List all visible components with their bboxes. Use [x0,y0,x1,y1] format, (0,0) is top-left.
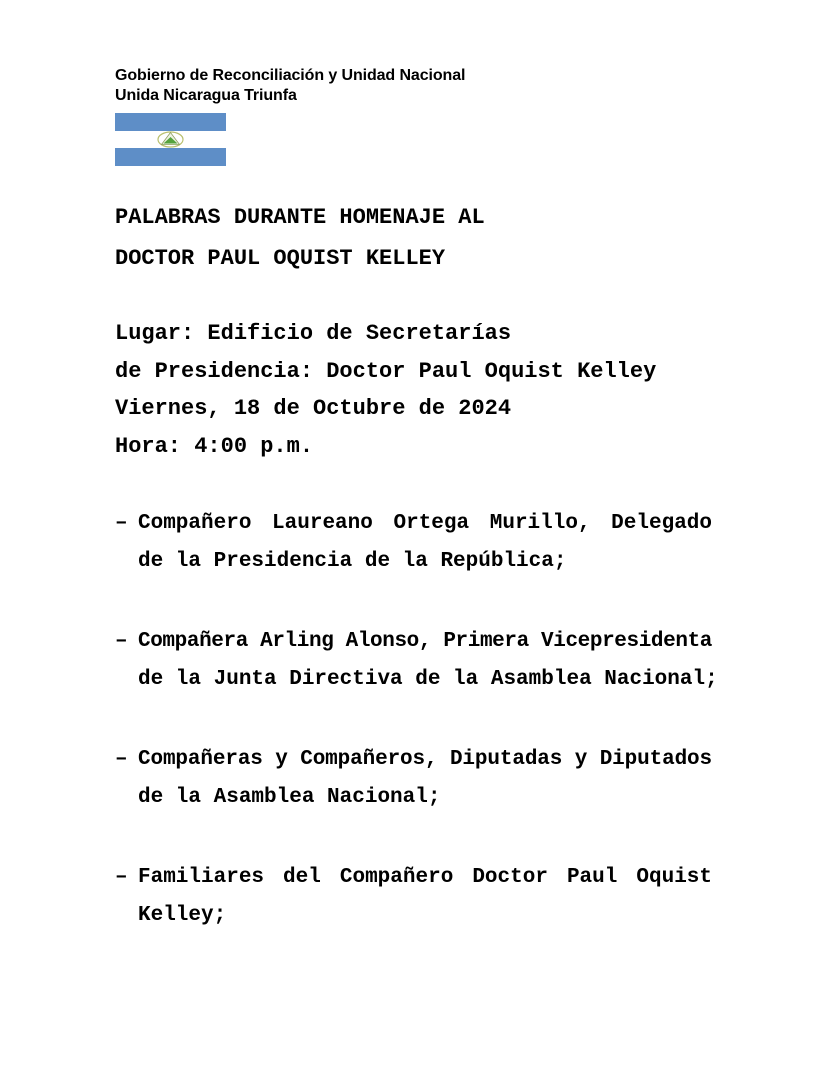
attendee-item [115,623,718,699]
org-slogan: Unida Nicaragua Triunfa [115,87,297,104]
attendee-text [138,859,712,935]
flag-stripe-bottom [115,148,226,166]
attendee-line: Compañera Arling Alonso, Primera Vicepresidenta [138,630,712,653]
event-time: Hora: 4:00 p.m. [115,433,314,459]
nicaragua-flag [115,113,226,166]
attendee-line: de la Junta Directiva de la Asamblea Nacional; [138,668,718,691]
document-content [0,66,825,935]
dash-bullet: – [115,866,128,889]
attendee-text [138,741,712,817]
document-title-line-2: DOCTOR PAUL OQUIST KELLEY [115,246,446,271]
dash-bullet: – [115,748,128,771]
attendee-line: Compañeras y Compañeros, Diputadas y Diputados [138,748,712,771]
attendee-line: Compañero Laureano Ortega Murillo, Delegado [138,512,712,535]
document-title-line-1: PALABRAS DURANTE HOMENAJE AL [115,205,485,230]
event-info [115,315,712,465]
dash-bullet: – [115,512,128,535]
event-location-line-1: Lugar: Edificio de Secretarías [115,321,512,346]
document-header [115,66,712,106]
attendee-line: Kelley; [138,904,227,927]
document-title [115,197,712,279]
attendee-item [115,859,712,935]
attendee-item [115,741,712,817]
attendee-text [138,505,712,581]
flag-stripe-top [115,113,226,131]
attendee-item [115,505,712,581]
event-location-line-2: de Presidencia: Doctor Paul Oquist Kelley [115,358,657,384]
attendee-line: de la Presidencia de la República; [138,550,567,573]
nicaragua-flag-image [115,113,226,166]
attendee-text [138,623,718,699]
attendee-line: Familiares del Compañero Doctor Paul Oquist [138,866,712,889]
dash-bullet: – [115,630,128,653]
attendee-list [115,505,718,935]
event-date: Viernes, 18 de Octubre de 2024 [115,396,512,421]
attendee-line: de la Asamblea Nacional; [138,786,441,809]
org-name: Gobierno de Reconciliación y Unidad Nacional [115,67,466,84]
